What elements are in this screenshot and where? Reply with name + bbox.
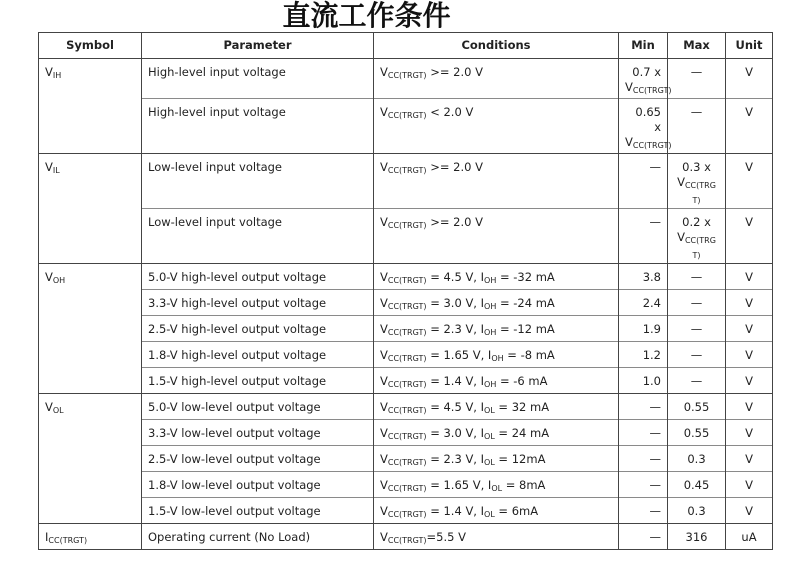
symbol-cell (39, 394, 142, 524)
min-cell (619, 420, 668, 446)
conditions-cell (374, 342, 619, 368)
max-cell (668, 420, 726, 446)
condition-value: = 3.0 V, I (426, 426, 485, 440)
table-body (39, 59, 773, 550)
conditions-cell (374, 316, 619, 342)
conditions-cell (374, 290, 619, 316)
parameter-cell: 1.8-V low-level output voltage (142, 472, 374, 498)
min-cell (619, 99, 672, 154)
condition-var: V (380, 65, 388, 79)
dc-operating-conditions-table (38, 32, 773, 550)
max-subscript-cont: T) (692, 196, 701, 205)
current-subscript: OH (484, 302, 497, 311)
min-value: — (649, 452, 661, 466)
min-cell (619, 290, 668, 316)
parameter-cell: 2.5-V high-level output voltage (142, 316, 374, 342)
condition-var: V (380, 530, 388, 544)
condition-var: V (380, 478, 388, 492)
unit-cell: V (726, 446, 773, 472)
condition-value: = 3.0 V, I (426, 296, 485, 310)
unit-cell: V (726, 209, 773, 264)
current-subscript: OL (491, 484, 503, 493)
symbol-text: V (45, 160, 53, 174)
unit-cell: V (726, 420, 773, 446)
max-value: 0.45 (683, 478, 710, 492)
condition-subscript: CC(TRGT) (387, 484, 427, 493)
table-row (39, 59, 773, 99)
condition-var: V (380, 160, 388, 174)
unit-cell: V (726, 394, 773, 420)
min-cell (619, 394, 668, 420)
condition-var: V (380, 296, 388, 310)
current-value: = 6mA (494, 504, 539, 518)
max-cell (668, 290, 726, 316)
min-subscript: CC(TRGT) (632, 86, 672, 95)
unit-cell: uA (726, 524, 773, 550)
symbol-text: V (45, 270, 53, 284)
symbol-cell (39, 59, 142, 154)
min-subscript: CC(TRGT) (632, 141, 672, 150)
current-subscript: OL (484, 406, 495, 415)
max-value: — (690, 105, 703, 119)
table-row (39, 99, 773, 154)
max-value: 0.55 (683, 400, 710, 414)
unit-cell: V (726, 498, 773, 524)
parameter-cell: High-level input voltage (142, 99, 374, 154)
condition-value: =5.5 V (426, 530, 466, 544)
condition-var: V (380, 504, 388, 518)
condition-value: = 1.4 V, I (426, 374, 485, 388)
min-value: — (649, 504, 661, 518)
symbol-subscript: IH (52, 71, 62, 80)
min-cell (619, 209, 668, 264)
min-value: 3.8 (642, 270, 661, 284)
min-cell (619, 368, 668, 394)
condition-value: = 1.65 V, I (426, 348, 492, 362)
max-value: 0.55 (683, 426, 710, 440)
header-max: Max (668, 33, 726, 59)
condition-subscript: CC(TRGT) (387, 166, 427, 175)
parameter-cell: 5.0-V high-level output voltage (142, 264, 374, 290)
conditions-cell (374, 264, 619, 290)
condition-subscript: CC(TRGT) (387, 458, 427, 467)
header-unit: Unit (726, 33, 773, 59)
min-value: 1.9 (642, 322, 661, 336)
condition-value: = 2.3 V, I (426, 452, 485, 466)
current-value: = -8 mA (503, 348, 555, 362)
table-row (39, 290, 773, 316)
condition-subscript: CC(TRGT) (387, 111, 427, 120)
min-var: V (625, 135, 633, 149)
table-row (39, 316, 773, 342)
max-cell (668, 524, 726, 550)
min-cell (619, 264, 668, 290)
condition-var: V (380, 348, 388, 362)
conditions-cell (374, 524, 619, 550)
max-value: — (690, 374, 703, 388)
condition-subscript: CC(TRGT) (387, 536, 427, 545)
header-conditions: Conditions (374, 33, 619, 59)
condition-value: = 4.5 V, I (426, 270, 485, 284)
current-subscript: OH (484, 276, 497, 285)
condition-subscript: CC(TRGT) (387, 71, 427, 80)
min-var: V (625, 80, 633, 94)
page-title: 直流工作条件 (282, 0, 451, 32)
max-value: — (690, 348, 703, 362)
max-cell (668, 342, 726, 368)
table-row (39, 342, 773, 368)
parameter-cell: 5.0-V low-level output voltage (142, 394, 374, 420)
table-row (39, 420, 773, 446)
condition-var: V (380, 105, 388, 119)
condition-value: >= 2.0 V (426, 160, 483, 174)
condition-value: = 4.5 V, I (426, 400, 485, 414)
max-value: — (690, 296, 703, 310)
parameter-cell: 1.8-V high-level output voltage (142, 342, 374, 368)
max-cell (668, 316, 726, 342)
table-row (39, 154, 773, 209)
min-value: 1.0 (642, 374, 661, 388)
condition-value: >= 2.0 V (426, 215, 483, 229)
current-value: = 24 mA (494, 426, 550, 440)
max-subscript: CC(TRG (684, 236, 716, 245)
unit-cell: V (726, 264, 773, 290)
current-subscript: OL (484, 458, 495, 467)
current-value: = -24 mA (496, 296, 555, 310)
min-value: — (649, 478, 661, 492)
condition-var: V (380, 215, 388, 229)
unit-cell: V (726, 154, 773, 209)
parameter-cell: High-level input voltage (142, 59, 374, 99)
min-cell (619, 498, 668, 524)
current-value: = -6 mA (496, 374, 548, 388)
header-min: Min (619, 33, 668, 59)
conditions-cell (374, 59, 619, 99)
table-row (39, 394, 773, 420)
conditions-cell (374, 394, 619, 420)
max-value: 0.3 (687, 452, 706, 466)
current-value: = -12 mA (496, 322, 555, 336)
max-value: 0.2 x (682, 215, 711, 229)
parameter-cell: Operating current (No Load) (142, 524, 374, 550)
max-cell (668, 446, 726, 472)
header-row (39, 33, 773, 59)
condition-var: V (380, 374, 388, 388)
min-cell (619, 316, 668, 342)
current-subscript: OH (484, 380, 497, 389)
max-var: V (677, 175, 685, 189)
condition-var: V (380, 322, 388, 336)
conditions-cell (374, 209, 619, 264)
condition-subscript: CC(TRGT) (387, 406, 427, 415)
unit-cell: V (726, 99, 773, 154)
symbol-cell (39, 154, 142, 264)
current-subscript: OH (484, 328, 497, 337)
max-cell (668, 209, 726, 264)
conditions-cell (374, 472, 619, 498)
symbol-text: I (45, 530, 49, 544)
min-cell (619, 472, 668, 498)
min-value: — (649, 400, 661, 414)
max-cell (668, 498, 726, 524)
max-value: — (690, 322, 703, 336)
current-subscript: OL (484, 432, 495, 441)
symbol-subscript: IL (52, 166, 60, 175)
unit-cell: V (726, 472, 773, 498)
unit-cell: V (726, 290, 773, 316)
current-value: = 12mA (494, 452, 546, 466)
condition-subscript: CC(TRGT) (387, 302, 427, 311)
min-value: — (649, 530, 661, 544)
min-cell (619, 446, 668, 472)
condition-value: < 2.0 V (426, 105, 474, 119)
condition-subscript: CC(TRGT) (387, 354, 427, 363)
conditions-cell (374, 154, 619, 209)
conditions-cell (374, 498, 619, 524)
header-parameter: Parameter (142, 33, 374, 59)
max-var: V (677, 230, 685, 244)
unit-cell: V (726, 342, 773, 368)
condition-subscript: CC(TRGT) (387, 380, 427, 389)
symbol-subscript: CC(TRGT) (48, 536, 88, 545)
condition-value: = 2.3 V, I (426, 322, 485, 336)
min-value: 0.7 x (632, 65, 661, 79)
symbol-text: V (45, 65, 53, 79)
min-value: 0.65 x (635, 105, 661, 134)
condition-subscript: CC(TRGT) (387, 221, 427, 230)
min-cell (619, 524, 668, 550)
min-value: 2.4 (642, 296, 661, 310)
min-cell (619, 342, 668, 368)
max-cell (668, 394, 726, 420)
current-value: = -32 mA (496, 270, 555, 284)
max-cell (668, 59, 726, 99)
condition-subscript: CC(TRGT) (387, 432, 427, 441)
parameter-cell: 1.5-V high-level output voltage (142, 368, 374, 394)
min-cell (619, 59, 672, 99)
max-value: 0.3 (687, 504, 706, 518)
max-value: 316 (685, 530, 708, 544)
table-row (39, 368, 773, 394)
min-cell (619, 154, 668, 209)
conditions-cell (374, 420, 619, 446)
condition-var: V (380, 270, 388, 284)
unit-cell: V (726, 59, 773, 99)
min-value: — (649, 426, 661, 440)
max-value: 0.3 x (682, 160, 711, 174)
condition-var: V (380, 452, 388, 466)
table-row (39, 446, 773, 472)
table-row (39, 524, 773, 550)
parameter-cell: 2.5-V low-level output voltage (142, 446, 374, 472)
max-cell (668, 154, 726, 209)
max-cell (668, 368, 726, 394)
symbol-subscript: OL (52, 406, 64, 415)
min-value: 1.2 (642, 348, 661, 362)
symbol-cell (39, 524, 142, 550)
max-cell (668, 472, 726, 498)
condition-var: V (380, 426, 388, 440)
max-cell (668, 99, 726, 154)
max-value: — (690, 65, 703, 79)
parameter-cell: Low-level input voltage (142, 209, 374, 264)
conditions-cell (374, 368, 619, 394)
max-subscript: CC(TRG (684, 181, 716, 190)
max-subscript-cont: T) (692, 251, 701, 260)
unit-cell: V (726, 316, 773, 342)
current-value: = 8mA (502, 478, 546, 492)
unit-cell: V (726, 368, 773, 394)
condition-value: = 1.65 V, I (426, 478, 492, 492)
max-value: — (690, 270, 703, 284)
parameter-cell: Low-level input voltage (142, 154, 374, 209)
condition-var: V (380, 400, 388, 414)
condition-subscript: CC(TRGT) (387, 328, 427, 337)
table-row (39, 264, 773, 290)
parameter-cell: 3.3-V low-level output voltage (142, 420, 374, 446)
current-subscript: OL (484, 510, 495, 519)
condition-subscript: CC(TRGT) (387, 510, 427, 519)
min-value: — (649, 215, 661, 229)
conditions-cell (374, 446, 619, 472)
header-symbol: Symbol (39, 33, 142, 59)
max-cell (668, 264, 726, 290)
symbol-subscript: OH (52, 276, 66, 285)
condition-subscript: CC(TRGT) (387, 276, 427, 285)
condition-value: = 1.4 V, I (426, 504, 485, 518)
current-value: = 32 mA (494, 400, 550, 414)
parameter-cell: 3.3-V high-level output voltage (142, 290, 374, 316)
table-row (39, 209, 773, 264)
table-row (39, 472, 773, 498)
condition-value: >= 2.0 V (426, 65, 483, 79)
parameter-cell: 1.5-V low-level output voltage (142, 498, 374, 524)
current-subscript: OH (491, 354, 504, 363)
conditions-cell (374, 99, 619, 154)
table-row (39, 498, 773, 524)
symbol-text: V (45, 400, 53, 414)
symbol-cell (39, 264, 142, 394)
min-value: — (649, 160, 661, 174)
